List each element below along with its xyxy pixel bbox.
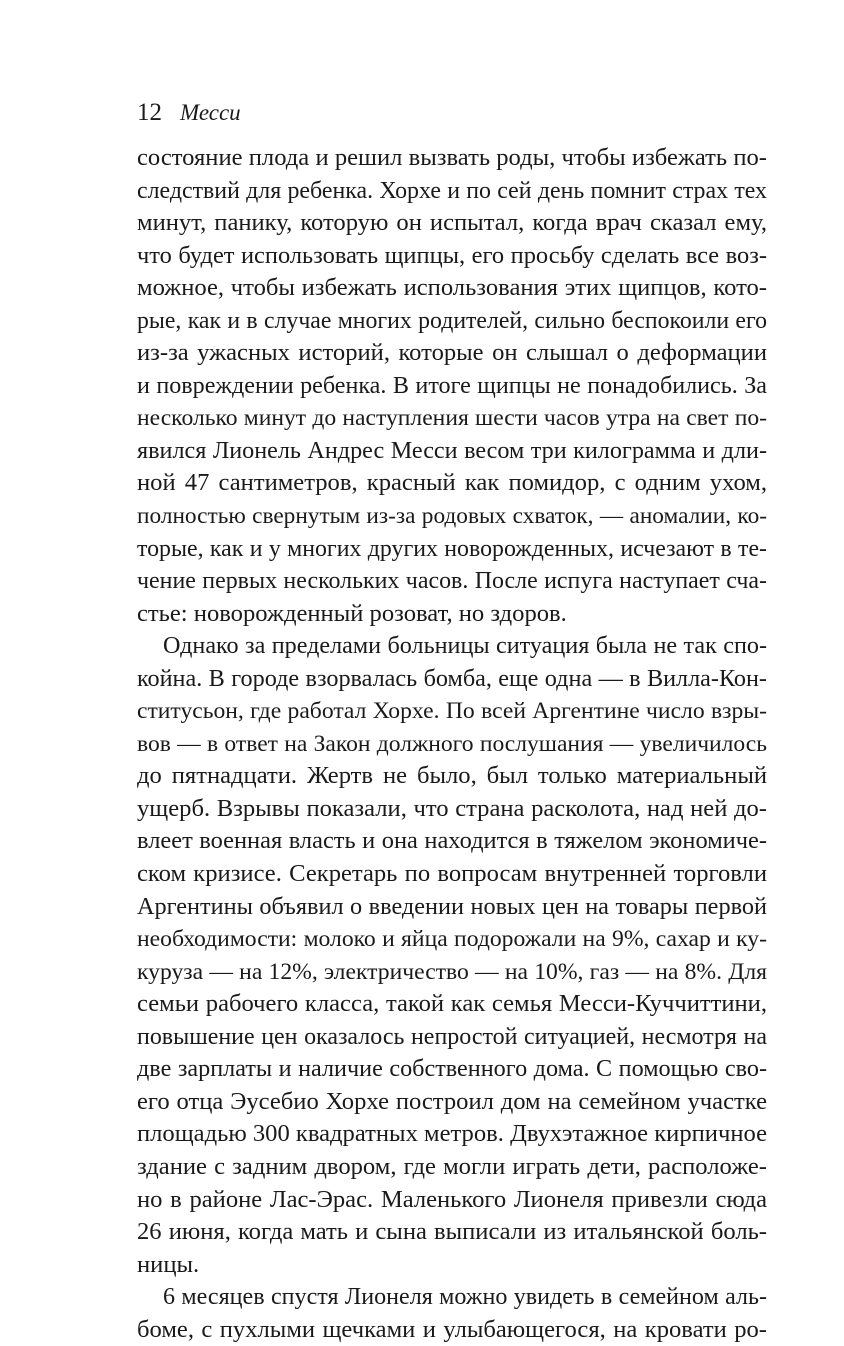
- text-line: две зарплаты и наличие собственного дома. С помощью сво-: [137, 1055, 767, 1083]
- text-line: Аргентины объявил о введении новых цен на товары первой: [137, 892, 767, 920]
- text-line: но в районе Лас-Эрас. Маленького Лионеля привезли сюда: [137, 1185, 767, 1213]
- text-line: необходимости: молоко и яйца подорожали на 9%, сахар и ку-: [137, 926, 767, 953]
- text-line: до пятнадцати. Жертв не было, был только материальный: [137, 762, 767, 790]
- text-line: полностью свернутым из-за родовых схваток, — аномалии, ко-: [137, 503, 767, 530]
- running-title: Месси: [180, 100, 241, 125]
- text-line: куруза — на 12%, электричество — на 10%, газ — на 8%. Для: [137, 958, 767, 985]
- running-head: [137, 96, 241, 130]
- text-line: влеет военная власть и она находится в тяжелом экономиче-: [137, 827, 767, 855]
- text-line: явился Лионель Андрес Месси весом три килограмма и дли-: [137, 436, 767, 464]
- text-line: 26 июня, когда мать и сына выписали из итальянской боль-: [137, 1218, 767, 1246]
- text-line: что будет использовать щипцы, его просьбу сделать все воз-: [137, 241, 767, 269]
- text-line: ной 47 сантиметров, красный как помидор, с одним ухом,: [137, 469, 767, 497]
- text-line: следствий для ребенка. Хорхе и по сей день помнит страх тех: [137, 177, 767, 204]
- text-line: 6 месяцев спустя Лионеля можно увидеть в семейном аль-: [163, 1284, 767, 1311]
- text-line: площадью 300 квадратных метров. Двухэтажное кирпичное: [137, 1120, 767, 1148]
- text-line: несколько минут до наступления шести часов утра на свет по-: [137, 405, 767, 432]
- page-number: 12: [137, 99, 162, 126]
- text-line: его отца Эусебио Хорхе построил дом на семейном участке: [137, 1087, 767, 1115]
- text-line: рые, как и в случае многих родителей, сильно беспокоили его: [137, 307, 767, 334]
- text-line: из-за ужасных историй, которые он слышал о деформации: [137, 339, 767, 367]
- text-line: и повреждении ребенка. В итоге щипцы не понадобились. За: [137, 372, 767, 399]
- text-line: здание с задним двором, где могли играть дети, расположе-: [137, 1152, 767, 1180]
- text-line: повышение цен оказалось непростой ситуацией, несмотря на: [137, 1023, 767, 1050]
- text-line: вов — в ответ на Закон должного послушания — увеличилось: [137, 730, 767, 757]
- text-line: семьи рабочего класса, такой как семья Месси-Куччиттини,: [137, 990, 767, 1018]
- text-line: стье: новорожденный розоват, но здоров.: [137, 599, 567, 627]
- text-line: койна. В городе взорвалась бомба, еще одна — в Вилла-Кон-: [137, 664, 767, 692]
- text-line: ском кризисе. Секретарь по вопросам внутренней торговли: [137, 860, 767, 888]
- text-line: чение первых нескольких часов. После испуга наступает сча-: [137, 568, 767, 595]
- body-text: [137, 142, 767, 1346]
- text-line: ститусьон, где работал Хорхе. По всей Аргентине число взры-: [137, 698, 767, 725]
- text-line: ущерб. Взрывы показали, что страна расколота, над ней до-: [137, 794, 767, 822]
- text-line: минут, панику, которую он испытал, когда врач сказал ему,: [137, 209, 767, 237]
- text-line: торые, как и у многих других новорожденных, исчезают в те-: [137, 535, 767, 562]
- text-line: Однако за пределами больницы ситуация была не так спо-: [163, 632, 767, 660]
- text-line: можное, чтобы избежать использования этих щипцов, кото-: [137, 274, 767, 302]
- text-line: ницы.: [137, 1250, 200, 1278]
- text-line: боме, с пухлыми щечками и улыбающегося, на кровати ро-: [137, 1315, 767, 1343]
- text-line: состояние плода и решил вызвать роды, чтобы избежать по-: [137, 144, 767, 171]
